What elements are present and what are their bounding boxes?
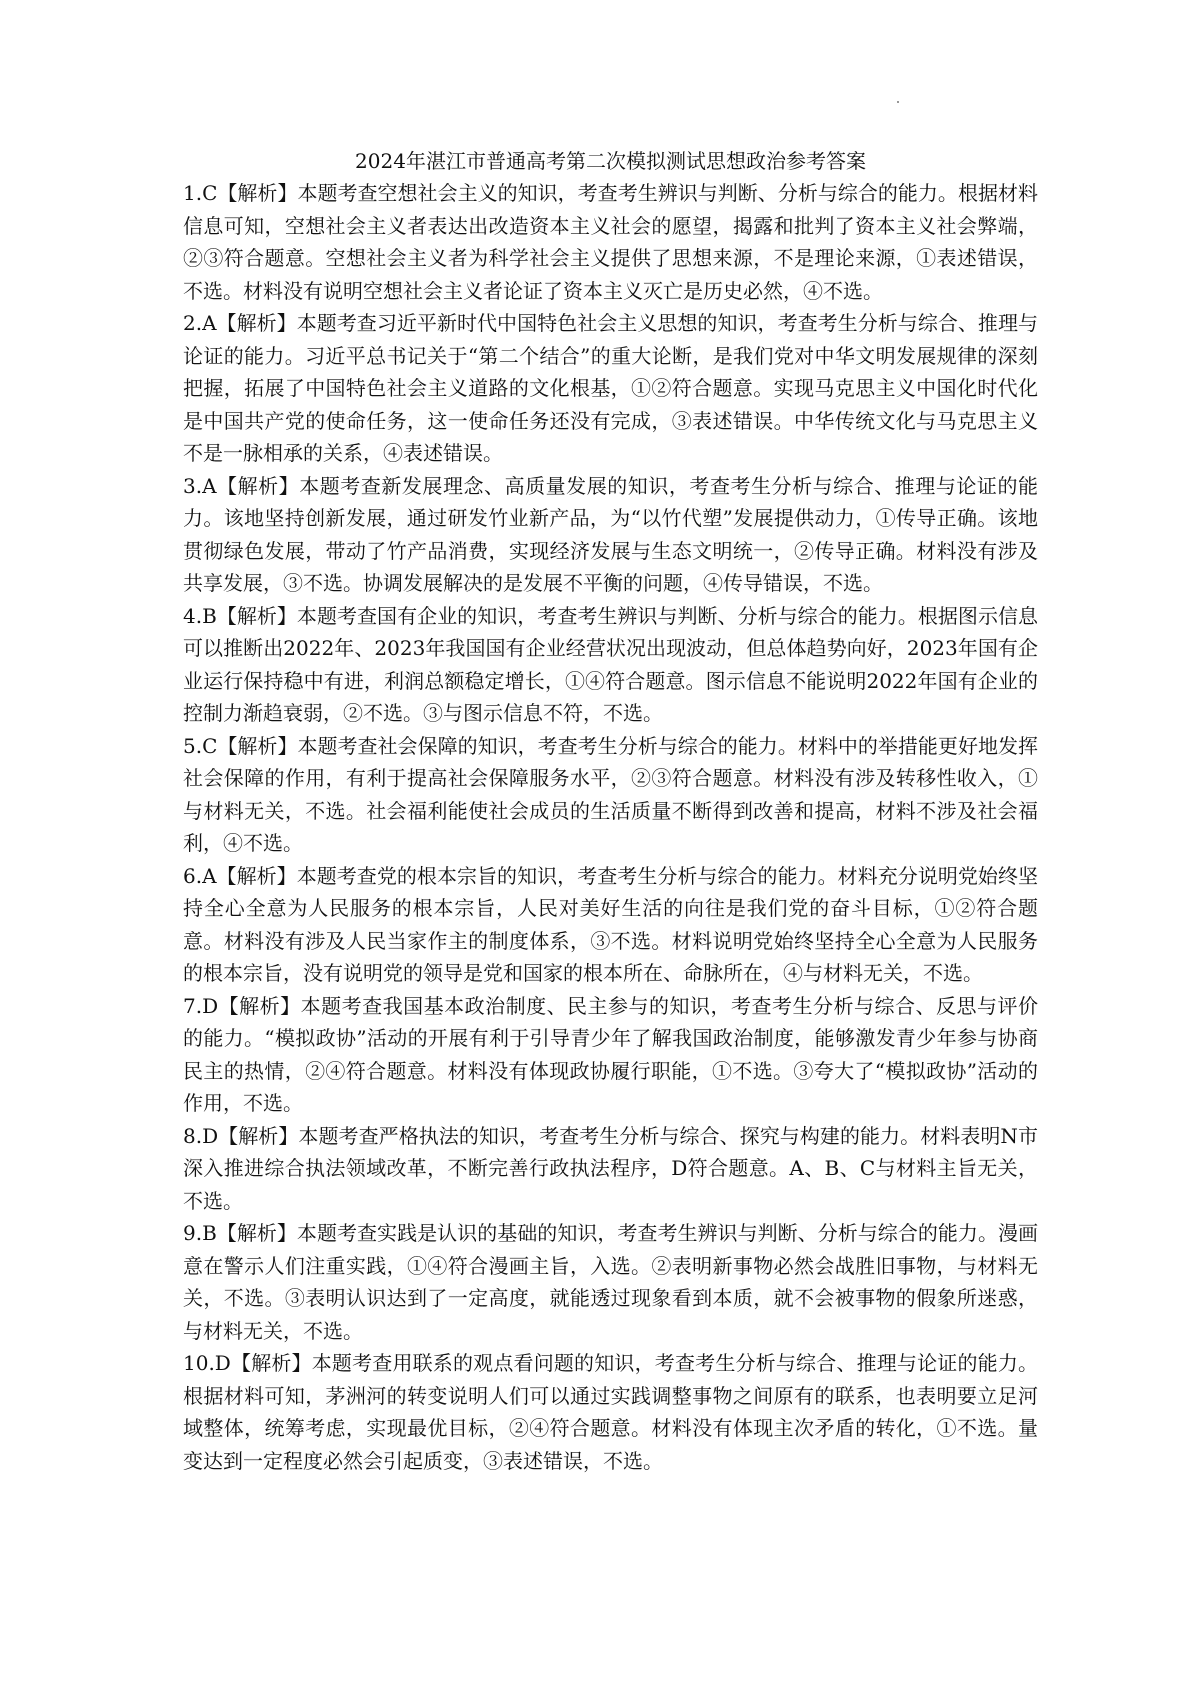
answer-5: 5.C【解析】本题考查社会保障的知识，考查考生分析与综合的能力。材料中的举措能更好地发挥社会保障的作用，有利于提高社会保障服务水平，②③符合题意。材料没有涉及转移性收入，①与材料无关，不选。社会福利能使社会成员的生活质量不断得到改善和提高，材料不涉及社会福利，④不选。 (183, 733, 1038, 855)
answer-4: 4.B【解析】本题考查国有企业的知识，考查考生辨识与判断、分析与综合的能力。根据图示信息可以推断出2022年、2023年我国国有企业经营状况出现波动，但总体趋势向好，2023年国有企业运行保持稳中有进，利润总额稳定增长，①④符合题意。图示信息不能说明2022年国有企业的控制力渐趋衰弱，②不选。③与图示信息不符，不选。 (183, 603, 1038, 725)
answer-8: 8.D【解析】本题考查严格执法的知识，考查考生分析与综合、探究与构建的能力。材料表明N市深入推进综合执法领域改革，不断完善行政执法程序，D符合题意。A、B、C与材料主旨无关，不选。 (183, 1123, 1038, 1213)
answer-1: 1.C【解析】本题考查空想社会主义的知识，考查考生辨识与判断、分析与综合的能力。根据材料信息可知，空想社会主义者表达出改造资本主义社会的愿望，揭露和批判了资本主义社会弊端，②③符合题意。空想社会主义者为科学社会主义提供了思想来源，不是理论来源，①表述错误，不选。材料没有说明空想社会主义者论证了资本主义灭亡是历史必然，④不选。 (183, 181, 1038, 303)
answer-7: 7.D【解析】本题考查我国基本政治制度、民主参与的知识，考查考生分析与综合、反思与评价的能力。“模拟政协”活动的开展有利于引导青少年了解我国政治制度，能够激发青少年参与协商民主的热情，②④符合题意。材料没有体现政协履行职能，①不选。③夸大了“模拟政协”活动的作用，不选。 (183, 993, 1038, 1115)
scan-speck (897, 101, 899, 103)
answer-2: 2.A【解析】本题考查习近平新时代中国特色社会主义思想的知识，考查考生分析与综合、推理与论证的能力。习近平总书记关于“第二个结合”的重大论断，是我们党对中华文明发展规律的深刻把握，拓展了中国特色社会主义道路的文化根基，①②符合题意。实现马克思主义中国化时代化是中国共产党的使命任务，这一使命任务还没有完成，③表述错误。中华传统文化与马克思主义不是一脉相承的关系，④表述错误。 (183, 311, 1038, 465)
answer-6: 6.A【解析】本题考查党的根本宗旨的知识，考查考生分析与综合的能力。材料充分说明党始终坚持全心全意为人民服务的根本宗旨，人民对美好生活的向往是我们党的奋斗目标，①②符合题意。材料没有涉及人民当家作主的制度体系，③不选。材料说明党始终坚持全心全意为人民服务的根本宗旨，没有说明党的领导是党和国家的根本所在、命脉所在，④与材料无关，不选。 (183, 863, 1038, 985)
answer-3: 3.A【解析】本题考查新发展理念、高质量发展的知识，考查考生分析与综合、推理与论证的能力。该地坚持创新发展，通过研发竹业新产品，为“以竹代塑”发展提供动力，①传导正确。该地贯彻绿色发展，带动了竹产品消费，实现经济发展与生态文明统一，②传导正确。材料没有涉及共享发展，③不选。协调发展解决的是发展不平衡的问题，④传导错误，不选。 (183, 473, 1038, 595)
answer-9: 9.B【解析】本题考查实践是认识的基础的知识，考查考生辨识与判断、分析与综合的能力。漫画意在警示人们注重实践，①④符合漫画主旨，入选。②表明新事物必然会战胜旧事物，与材料无关，不选。③表明认识达到了一定高度，就能透过现象看到本质，就不会被事物的假象所迷惑，与材料无关，不选。 (183, 1221, 1038, 1343)
answer-10: 10.D【解析】本题考查用联系的观点看问题的知识，考查考生分析与综合、推理与论证的能力。根据材料可知，茅洲河的转变说明人们可以通过实践调整事物之间原有的联系，也表明要立足河域整体，统筹考虑，实现最优目标，②④符合题意。材料没有体现主次矛盾的转化，①不选。量变达到一定程度必然会引起质变，③表述错误，不选。 (183, 1351, 1038, 1473)
page-title: 2024年湛江市普通高考第二次模拟测试思想政治参考答案 (355, 149, 866, 173)
answer-content (183, 145, 1038, 1477)
